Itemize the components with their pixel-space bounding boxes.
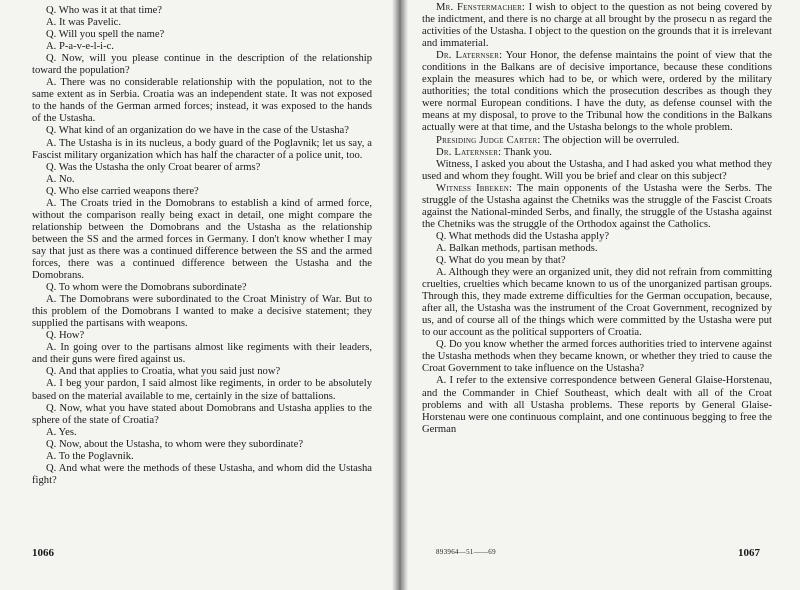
paragraph: [422, 183, 772, 231]
right-page: [400, 0, 800, 590]
paragraph: Q. To whom were the Domobrans subordinate?: [46, 282, 247, 294]
paragraph-text: The objection will be overruled.: [540, 134, 680, 146]
paragraph: A. Yes.: [46, 426, 77, 438]
paragraph: Q. And that applies to Croatia, what you said just now?: [46, 366, 281, 378]
paragraph: [422, 159, 772, 183]
paragraph: Q. Who else carried weapons there?: [46, 185, 199, 197]
paragraph-text: A. Although they were an organized unit, they did not refrain from committing cruelties, cruelties which became known to us of the unorganized partisan groups. Through this, they made extreme difficulties for the German occupation, because, after all, the Ustasha was the instrument of the Croat Government, recognized by us, and of course all of the things which were committed by the Ustasha were put to our account as the political supporters of Croatia.: [422, 267, 772, 339]
book-gutter: [392, 0, 408, 590]
paragraph-text: A. Balkan methods, partisan methods.: [436, 242, 598, 254]
paragraph: Q. Who was it at that time?: [46, 5, 163, 16]
paragraph: [422, 243, 772, 255]
paragraph: Q. Will you spell the name?: [46, 29, 165, 41]
paragraph: A. The Ustasha is in its nucleus, a body guard of the Poglavnik; let us say, a Fascist military organization which has half the character of a police unit, too.: [32, 137, 372, 161]
speaker-name: Dr. Laternser:: [436, 146, 502, 158]
printer-code: 893964—51——69: [436, 548, 496, 556]
paragraph: A. In going over to the partisans almost like regiments with their leaders, and their guns were fired against us.: [32, 342, 372, 366]
paragraph: Q. Now, will you please continue in the description of the relationship toward the population?: [32, 53, 372, 77]
paragraph-text: Q. What methods did the Ustasha apply?: [436, 230, 610, 242]
paragraph-text: A. I refer to the extensive correspondence between General Glaise-Horstenau, and the Commander in Chief Southeast, which dealt with all of the Croat problems and with all Ustasha problems. These reports by General Glaise-Horstenau were one continuous complaint, and one continuous begging to free the German: [422, 375, 772, 435]
paragraph: A. It was Pavelic.: [46, 17, 122, 29]
paragraph-text: I wish to object to the question as not being covered by the indictment, and there is no charge at all brought by the prosecu n as regard the activities of the Ustasha. I object to the question on the grounds that it is irrelevant and immaterial.: [422, 2, 772, 50]
left-page: [0, 0, 398, 590]
speaker-name: Mr. Fenstermacher:: [436, 2, 526, 13]
paragraph: [422, 231, 772, 243]
paragraph: A. There was no considerable relationship with the population, not to the same extent as in Serbia. Croatia was an independent state. It was not exposed to the hands of the German armed forces; instead, it was exposed to the hands of the Ustasha.: [32, 77, 372, 125]
paragraph-text: Thank you.: [501, 146, 552, 158]
paragraph: A. I beg your pardon, I said almost like regiments, in order to be absolutely based on the material available to me, certainly in the size of battalions.: [32, 378, 372, 402]
paragraph-text: The main opponents of the Ustasha were the Serbs. The struggle of the Ustasha against the Chetniks was the struggle of the Fascist Croats against the National-minded Serbs, and finally, the struggle of the Ustasha against the Chetniks was the struggle of the Orthodox against the Catholics.: [422, 182, 773, 230]
left-page-text: [32, 5, 372, 487]
paragraph-text: Your Honor, the defense maintains the point of view that the conditions in the Balkans are of decisive importance, because these conditions explain the measures which had to be, or which were, ordered by the military authorities; the total conditions which the prosecution describes as though they were normal European conditions. I have the duty, as defense counsel with the means at my disposal, to prove to the Tribunal how the conditions in the Balkans actually were at that time, and the Ustasha belongs to the whole problem.: [422, 50, 772, 134]
paragraph: Q. Now, about the Ustasha, to whom were they subordinate?: [46, 438, 304, 450]
speaker-name: Dr. Laternser:: [436, 50, 503, 62]
paragraph: Q. Was the Ustasha the only Croat bearer of arms?: [46, 161, 261, 173]
paragraph: [422, 375, 772, 435]
paragraph: A. The Domobrans were subordinated to the Croat Ministry of War. But to this problem of the Domobrans I wanted to make a decisive statement; they supplied the partisans with weapons.: [32, 294, 372, 330]
page-number: 1066: [32, 547, 54, 559]
paragraph: A. No.: [46, 173, 75, 185]
paragraph: Q. Now, what you have stated about Domobrans and Ustasha applies to the sphere of the state of Croatia?: [32, 402, 372, 426]
paragraph: Q. And what were the methods of these Ustasha, and whom did the Ustasha fight?: [32, 462, 372, 486]
paragraph: A. To the Poglavnik.: [46, 450, 134, 462]
paragraph-text: Q. Do you know whether the armed forces authorities tried to intervene against the Ustasha methods when they became known, or whether they tried to cause the Croat Government to take influence on the Ustasha?: [422, 339, 772, 375]
paragraph: Q. How?: [46, 330, 85, 342]
paragraph-text: Q. What do you mean by that?: [436, 254, 566, 266]
paragraph: A. P-a-v-e-l-i-c.: [46, 41, 114, 53]
paragraph: Q. What kind of an organization do we have in the case of the Ustasha?: [46, 125, 349, 137]
paragraph: [422, 255, 772, 267]
paragraph: [422, 339, 772, 375]
paragraph: [422, 135, 772, 147]
paragraph-text: Witness, I asked you about the Ustasha, and I had asked you what method they used and whom they fought. Will you be brief and clear on this subject?: [422, 158, 772, 182]
speaker-name: Presiding Judge Carter:: [436, 134, 541, 146]
paragraph: [422, 147, 772, 159]
paragraph: [422, 267, 772, 339]
paragraph: [422, 2, 772, 50]
right-page-text: [422, 2, 772, 436]
page-number: 1067: [738, 547, 760, 559]
speaker-name: Witness Ibbeken:: [436, 182, 513, 194]
paragraph: [422, 50, 772, 134]
paragraph: A. The Croats tried in the Domobrans to establish a kind of armed force, without the comparison really being exact in detail, one might compare the relationship between the Domobrans and the Ustasha as the relationship between the SS and the armed forces in Germany. I don't know whether I may say that just as there was a continued difference between the SS and the armed forces, there was a continued difference between the Ustasha and the Domobrans.: [32, 197, 372, 282]
